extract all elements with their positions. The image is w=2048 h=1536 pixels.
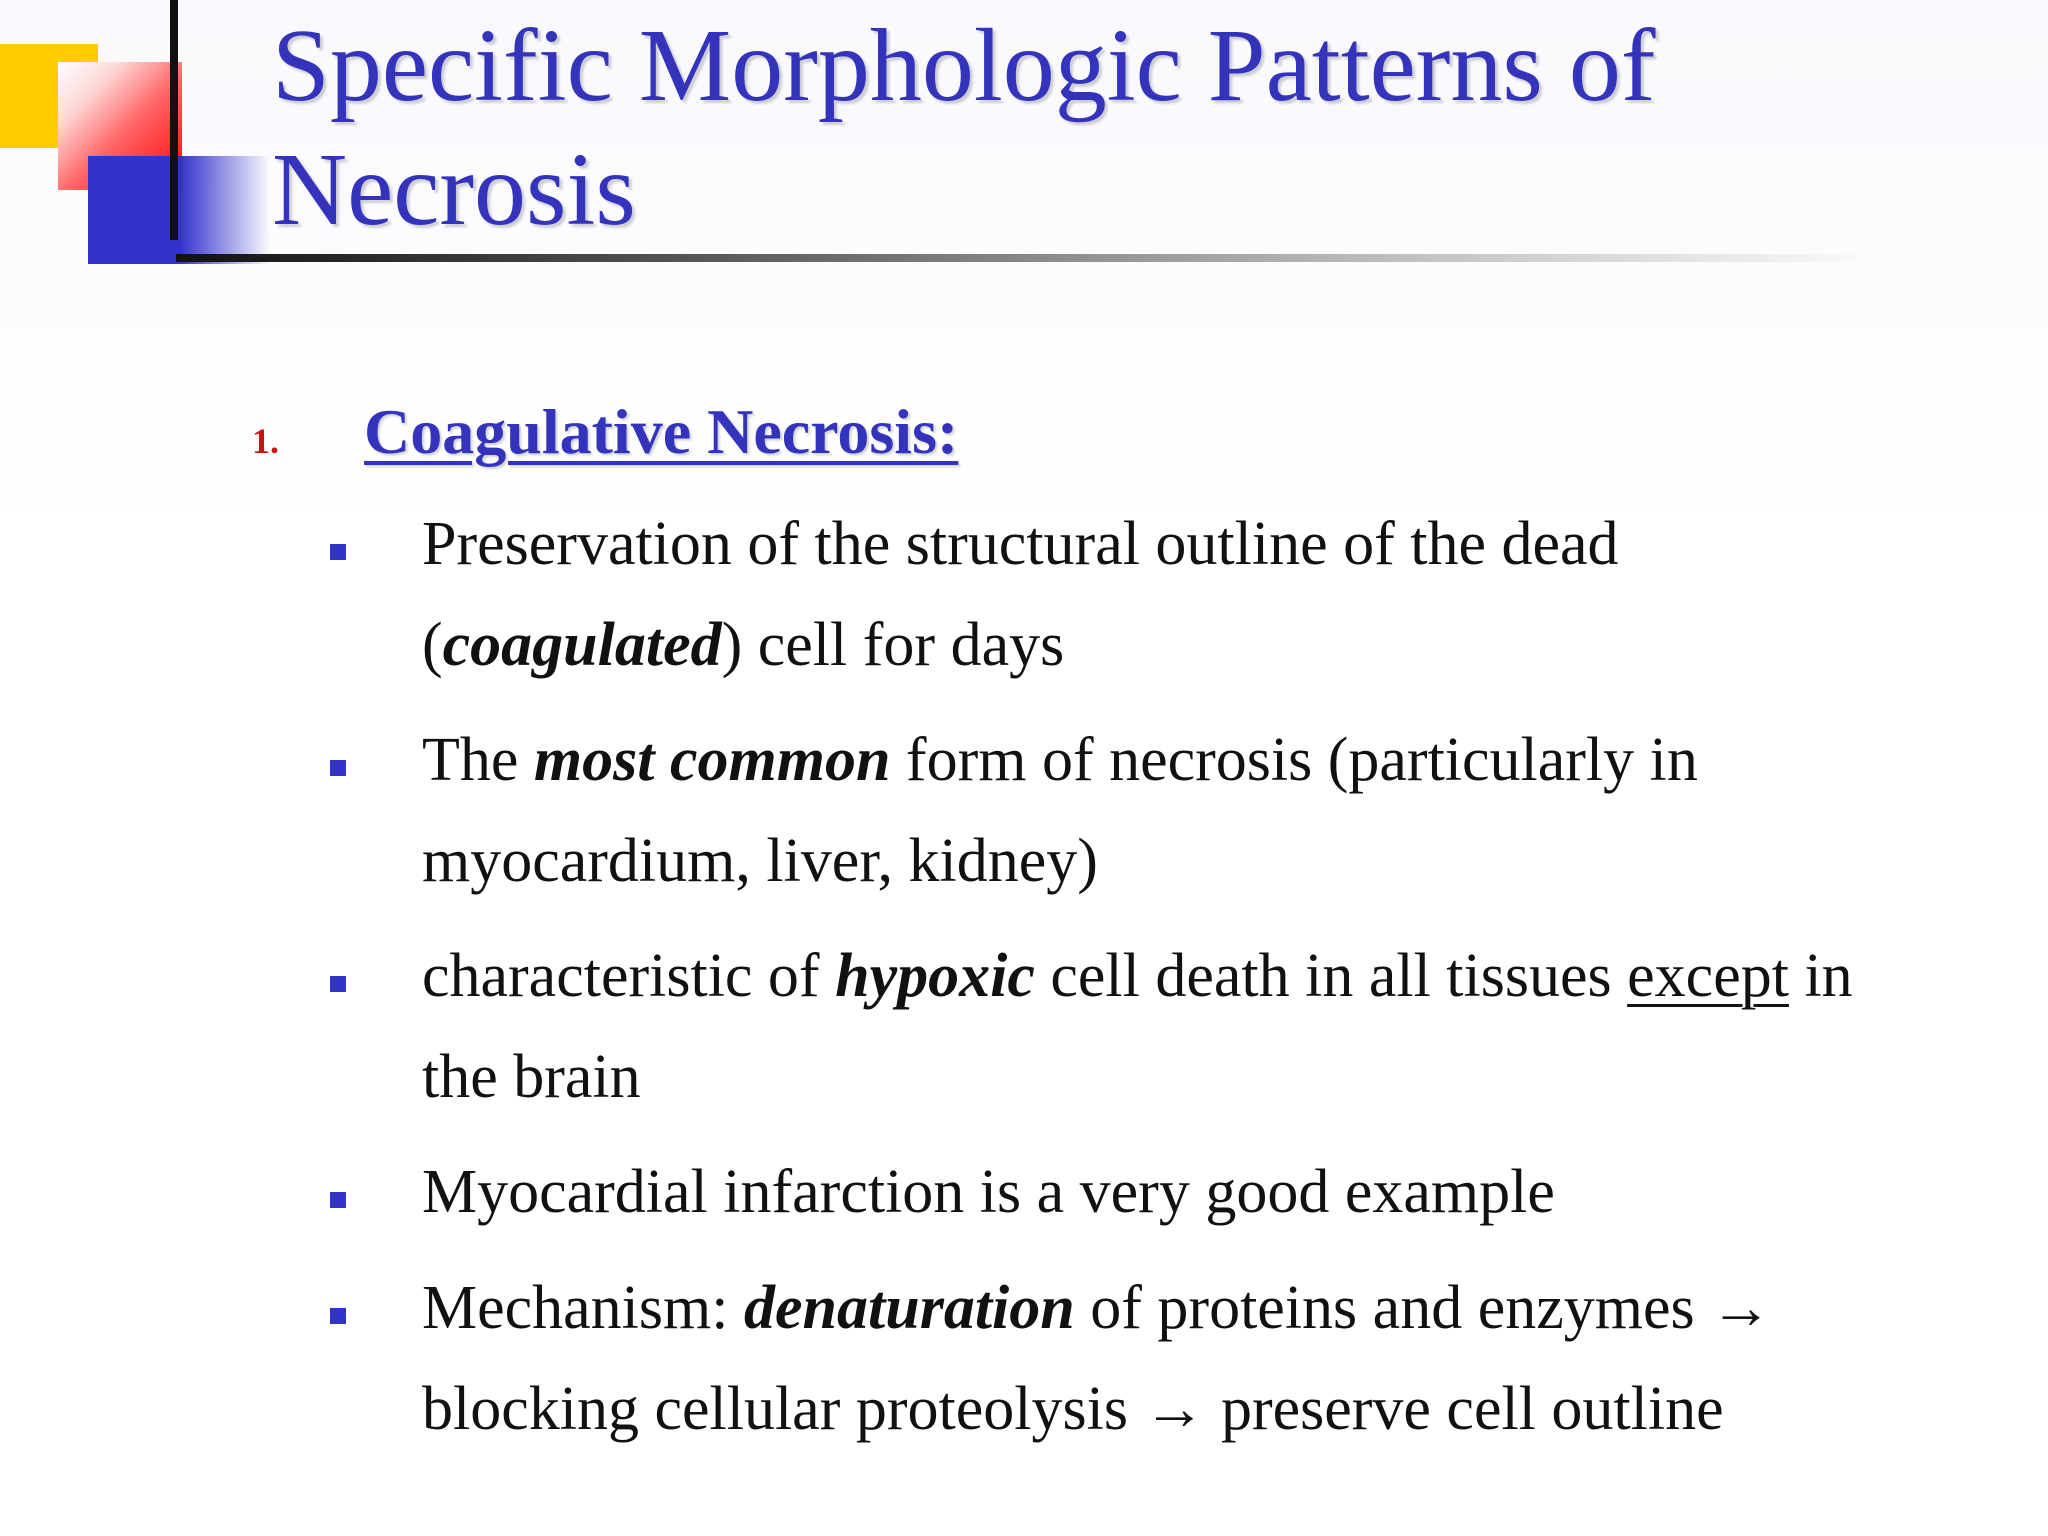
bullet-1-paren-open: ( <box>422 611 443 679</box>
bullet-text-5 <box>422 1258 2022 1460</box>
bullet-2-pre: The <box>422 726 534 794</box>
bullet-5-pre: Mechanism: <box>422 1274 744 1342</box>
bullet-1-line-1: Preservation of the structural outline of the dead <box>422 510 1619 578</box>
bullet-square-icon <box>330 760 346 776</box>
bullet-text-4: Myocardial infarction is a very good example <box>422 1158 1555 1226</box>
bullet-2-emphasis: most common <box>533 726 891 794</box>
bullet-5-post: of proteins and enzymes → <box>1074 1274 1773 1342</box>
bullet-square-icon <box>330 544 346 560</box>
bullet-3-emphasis: hypoxic <box>835 942 1035 1010</box>
bullet-3-pre: characteristic of <box>422 942 836 1010</box>
bullet-square-icon <box>330 1192 346 1208</box>
section-number: 1. <box>252 421 279 461</box>
bullet-square-icon <box>330 1308 346 1324</box>
slide-title-line-1: Specific Morphologic Patterns of <box>272 8 1656 123</box>
bullet-3-mid: cell death in all tissues <box>1034 942 1628 1010</box>
slide-title-line-2: Necrosis <box>272 132 636 247</box>
bullet-3-line-2: the brain <box>422 1043 641 1111</box>
bullet-3-underlined: except <box>1627 942 1789 1010</box>
bullet-1-emphasis: coagulated <box>442 611 722 679</box>
bullet-5-line-2: blocking cellular proteolysis → preserve cell outline <box>422 1375 1724 1443</box>
bullet-1-line-2-rest: ) cell for days <box>721 611 1065 679</box>
bullet-5-emphasis: denaturation <box>744 1274 1075 1342</box>
bullet-text-1 <box>422 494 2022 696</box>
bullet-text-2 <box>422 710 2022 912</box>
bullet-text-3 <box>422 926 2022 1128</box>
bullet-square-icon <box>330 976 346 992</box>
bullet-2-line-2: myocardium, liver, kidney) <box>422 827 1098 895</box>
bullet-2-post: form of necrosis (particularly in <box>890 726 1698 794</box>
bullet-3-post: in <box>1788 942 1853 1010</box>
section-heading: Coagulative Necrosis: <box>364 396 959 467</box>
